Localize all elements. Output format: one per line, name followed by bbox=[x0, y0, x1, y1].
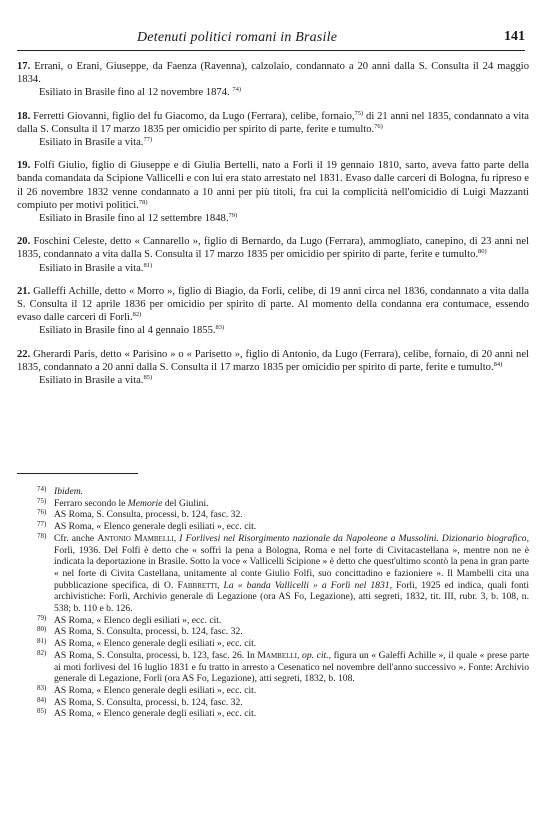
entry-number: 17. bbox=[17, 61, 31, 72]
footnote-text: AS Roma, S. Consulta, processi, b. 124, fasc. 32. bbox=[54, 696, 243, 708]
footnote-ref: 82) bbox=[132, 311, 142, 319]
footnote-74: 74) Ibidem. bbox=[37, 485, 84, 497]
entry-17 bbox=[17, 60, 529, 100]
footnote-text: AS Roma, S. Consulta, processi, b. 124, fasc. 32. bbox=[54, 509, 243, 521]
footnote-ref: 81) bbox=[143, 261, 153, 269]
footnote-77: 77) AS Roma, « Elenco generale degli esiliati », ecc. cit. bbox=[37, 520, 257, 533]
footnote-85: 85) AS Roma, « Elenco generale degli esiliati », ecc. cit. bbox=[37, 707, 257, 720]
footnote-author: Fabbretti bbox=[177, 579, 218, 591]
footnote-ref: 80) bbox=[478, 248, 487, 256]
entry-19 bbox=[17, 159, 529, 225]
entry-text: Galleffi Achille, detto « Morro », figlio di Biagio, da Forlì, celibe, di 19 anni circa nel 1836, condannato a vita dalla S. Consulta il 12 aprile 1836 per omicidio per spirito di parte. Al momento della condanna era contumace, essendo evaso dalle carceri di Forlì. bbox=[17, 285, 529, 324]
footnote-ref: 74) bbox=[232, 86, 241, 94]
footnote-81: 81) AS Roma, « Elenco generale degli esiliati », ecc. cit. bbox=[37, 637, 257, 650]
footnote-ref: 84) bbox=[493, 360, 503, 368]
footnote-text: , figura un « Galeffi Achille », il quale « prese parte ai moti forlivesi del 16 luglio 1831 e fu tratto in arresto a Cesenatico nel novembre dell'anno successivo ». Fonte: Archivio generale di Legazione, Forlì (ora AS Fo, Legazione), atti segreti, 1832, b. 108. bbox=[54, 649, 529, 685]
footnote-ref: 83) bbox=[215, 324, 225, 332]
footnote-80: 80) AS Roma, S. Consulta, processi, b. 124, fasc. 32. bbox=[37, 625, 243, 638]
footnote-text: del Giulini. bbox=[162, 497, 209, 509]
footnote-author: Antonio Mambelli bbox=[97, 532, 174, 544]
exile-text: Esiliato in Brasile a vita. bbox=[39, 137, 144, 149]
entry-text-cont: di 21 anni nel 1835, condannato a vita dalla S. Consulta il 17 marzo 1835 per omicidio per spirito di parte, ferite e tumulto. bbox=[17, 110, 530, 135]
footnote-text: , bbox=[217, 579, 224, 591]
footnote-text: AS Roma, S. Consulta, processi, b. 123, fasc. 26. In bbox=[54, 649, 258, 661]
footnote-text: Ibidem. bbox=[54, 486, 84, 497]
footnote-79: 79) AS Roma, « Elenco degli esiliati », ecc. cit. bbox=[37, 613, 222, 626]
exile-text: Esiliato in Brasile fino al 4 gennaio 1855. bbox=[39, 325, 216, 337]
entry-text: Gherardi Paris, detto « Parisino » o « Parisetto », figlio di Antonio, da Lugo (Ferrara), celibe, fornaio, di 20 anni nel 1835, condannato a 20 anni dalla S. Consulta il 17 marzo 1835 per omicidio per spirito di parte, ferite e tumulto. bbox=[17, 348, 529, 373]
footnote-separator bbox=[17, 473, 138, 474]
entry-number: 19. bbox=[17, 160, 31, 172]
footnote-84: 84) AS Roma, S. Consulta, processi, b. 124, fasc. 32. bbox=[37, 695, 243, 708]
footnote-title: La « banda Vallicelli » a Forlì nel 1831 bbox=[223, 579, 390, 591]
entry-exile bbox=[17, 212, 529, 225]
running-title: Detenuti politici romani in Brasile bbox=[137, 30, 338, 45]
footnote-text: , bbox=[297, 649, 303, 661]
footnote-text: Cfr. anche bbox=[54, 532, 98, 544]
entry-21 bbox=[17, 285, 529, 338]
entry-list bbox=[17, 60, 529, 397]
footnote-78: 78) Cfr. anche Antonio Mambelli, I Forlivesi nel Risorgimento nazionale da Napoleone a Mussolini. Dizionario biografico, Forlì, 1936. Del Folfi è detto che « soffrì la pena a Bologna, Roma e nel forte di Civitacastellana », mentre non ne è indicata la deportazione in Brasile. Sotto la voce « Vallicelli Scipione » è detto che quest'ultimo scontò la pena in gran parte « nel forte di Civita Castellana, unitamente al conte Giulio Folfi, suo concittadino e fazioniere ». Il Mambelli cita una pubblicazione specifica, di O. Fabbretti, La « banda Vallicelli » a Forlì nel 1831, Forlì, 1925 ed indica, quali fonti archivistiche: Forlì, Archivio generale di Legazione (ora AS Fo, Legazione), atti segreti, 1832, tit. III, rubr. 3, b. 108, n. 538; b. 110 e b. 126. bbox=[37, 531, 530, 615]
entry-number: 20. bbox=[17, 236, 31, 248]
footnote-text: AS Roma, « Elenco generale degli esiliati », ecc. cit. bbox=[54, 521, 257, 533]
footnote-text: AS Roma, S. Consulta, processi, b. 124, fasc. 32. bbox=[54, 626, 243, 638]
exile-text: Esiliato in Brasile a vita. bbox=[39, 262, 144, 274]
footnote-ref: 85) bbox=[143, 374, 153, 382]
footnote-text: AS Roma, « Elenco generale degli esiliati », ecc. cit. bbox=[54, 708, 257, 720]
entry-exile bbox=[17, 374, 529, 387]
entry-exile bbox=[17, 136, 529, 149]
footnote-text: , bbox=[173, 532, 180, 544]
entry-exile bbox=[17, 324, 529, 337]
footnote-ref: 75) bbox=[354, 109, 364, 117]
footnote-ref: 78) bbox=[138, 198, 148, 206]
footnote-text: AS Roma, « Elenco generale degli esiliati », ecc. cit. bbox=[54, 638, 257, 650]
entry-number: 21. bbox=[17, 285, 31, 297]
footnote-citation: op. cit. bbox=[302, 649, 329, 661]
entry-exile bbox=[17, 86, 529, 99]
footnote-ref: 76) bbox=[374, 122, 383, 130]
footnote-author: Mambelli bbox=[257, 649, 298, 661]
page-number: 141 bbox=[504, 29, 525, 44]
entry-text: Ferretti Giovanni, figlio del fu Giacomo, da Lugo (Ferrara), celibe, fornaio, bbox=[33, 110, 355, 122]
entry-text: Errani, o Erani, Giuseppe, da Faenza (Ravenna), calzolaio, condannato a 20 anni dalla S. Consulta il 24 maggio 1834. bbox=[17, 61, 529, 86]
footnote-text: , Forlì, 1936. Del Folfi è detto che « soffrì la pena a Bologna, Roma e nel forte di Civitacastellana », mentre non ne è indicata la deportazione in Brasile. Sotto la voce « Vallicelli Scipione » è detto che quest'ultimo scontò la pena in gran parte « nel forte di Civita Castellana, unitamente al conte Giulio Folfi, suo concittadino e fazioniere ». Il Mambelli cita una pubblicazione specifica, di O. bbox=[54, 532, 530, 591]
footnote-83: 83) AS Roma, « Elenco generale degli esiliati », ecc. cit. bbox=[37, 683, 257, 696]
entry-text: Folfi Giulio, figlio di Giuseppe e di Giulia Bertelli, nato a Forlì il 19 gennaio 1810, sarto, aveva fatto parte della banda comandata da Scipione Vallicelli e con lui era stato arrestato nel 1831. Evaso dalle carceri di Bologna, fu ripreso e il 26 novembre 1832 venne condannato a 10 anni per più titoli, fra cui la complicità nell'omicidio di Luigi Mazzanti compiuto per motivi politici. bbox=[17, 160, 529, 211]
footnote-76: 76) AS Roma, S. Consulta, processi, b. 124, fasc. 32. bbox=[37, 508, 243, 521]
footnote-title: Memorie bbox=[127, 497, 163, 509]
footnote-75: 75) Ferraro secondo le Memorie del Giulini. bbox=[37, 496, 209, 509]
footnote-ref: 77) bbox=[143, 136, 153, 144]
footnote-text: AS Roma, « Elenco degli esiliati », ecc. cit. bbox=[54, 614, 222, 626]
entry-text: Foschini Celeste, detto « Cannarello », figlio di Bernardo, da Lugo (Ferrara), ammogliato, canepino, di 23 anni nel 1835, condannato a vita dalla S. Consulta il 17 marzo 1835 per omicidio per spirito di parte, ferite e tumulto. bbox=[17, 236, 529, 261]
entry-22 bbox=[17, 348, 529, 388]
footnote-text: , Forlì, 1925 ed indica, quali fonti archivistiche: Forlì, Archivio generale di Legazione (ora AS Fo, Legazione), atti segreti, 1832, tit. III, rubr. 3, b. 108, n. 538; b. 110 e b. 126. bbox=[54, 579, 530, 615]
entry-20 bbox=[17, 235, 529, 275]
entry-18 bbox=[17, 110, 529, 150]
exile-text: Esiliato in Brasile a vita. bbox=[39, 375, 144, 387]
exile-text: Esiliato in Brasile fino al 12 settembre 1848. bbox=[39, 213, 229, 225]
footnote-ref: 79) bbox=[228, 212, 238, 220]
entry-number: 18. bbox=[17, 110, 31, 122]
footnote-text: Ferraro secondo le bbox=[54, 497, 128, 509]
entry-exile bbox=[17, 262, 529, 275]
footnotes bbox=[17, 486, 529, 720]
footnote-text: AS Roma, « Elenco generale degli esiliati », ecc. cit. bbox=[54, 684, 257, 696]
footnote-title: I Forlivesi nel Risorgimento nazionale da Napoleone a Mussolini. Dizionario biografico bbox=[179, 532, 527, 544]
entry-number: 22. bbox=[17, 348, 31, 360]
exile-text: Esiliato in Brasile fino al 12 novembre 1874. bbox=[39, 87, 230, 99]
footnote-82: 82) AS Roma, S. Consulta, processi, b. 123, fasc. 26. In Mambelli, op. cit., figura un « Galeffi Achille », il quale « prese parte ai moti forlivesi del 16 luglio 1831 e fu tratto in arresto a Cesenatico nel novembre dell'anno successivo ». Fonte: Archivio generale di Legazione, Forlì (ora AS Fo, Legazione), atti segreti, 1832, b. 108. bbox=[37, 648, 529, 685]
running-header bbox=[17, 28, 525, 51]
